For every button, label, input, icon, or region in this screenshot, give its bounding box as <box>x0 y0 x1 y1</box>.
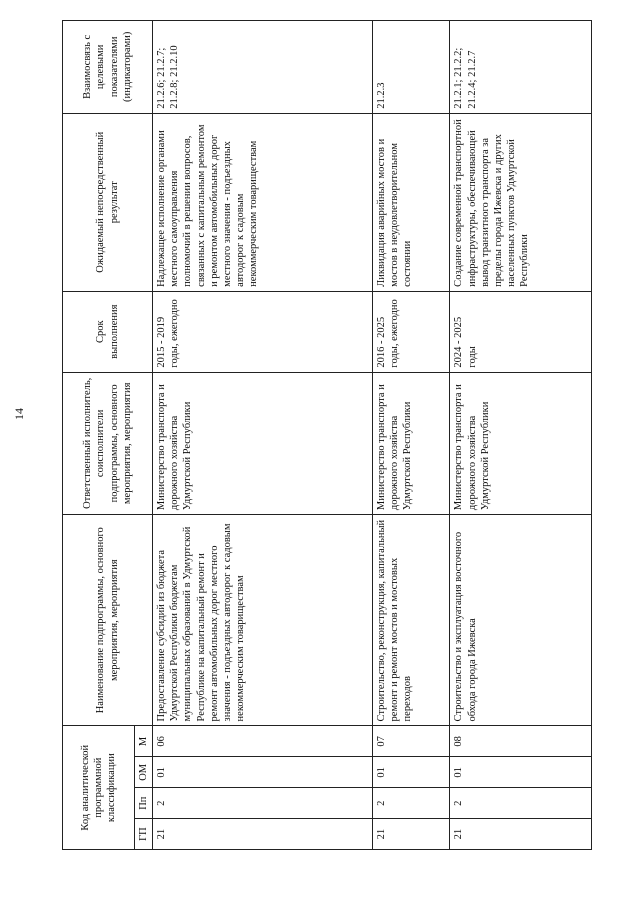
header-result: Ожидаемый непосредственный результат <box>63 113 153 291</box>
cell-om: 01 <box>372 757 450 788</box>
header-pp: Пп <box>135 788 153 819</box>
cell-link: 21.2.1; 21.2.2; 21.2.4; 21.2.7 <box>450 21 592 114</box>
cell-term: 2015 - 2019 годы, ежегодно <box>153 291 373 372</box>
cell-term: 2024 - 2025 годы <box>450 291 592 372</box>
header-term: Срок выполнения <box>63 291 153 372</box>
cell-responsible: Министерство транспорта и дорожного хозяйства Удмуртской Республики <box>153 372 373 515</box>
cell-pp: 2 <box>153 788 373 819</box>
table-row <box>372 21 450 850</box>
cell-m: 06 <box>153 726 373 757</box>
cell-name: Строительство и эксплуатация восточного обхода города Ижевска <box>450 515 592 726</box>
cell-gp: 21 <box>153 819 373 850</box>
program-table <box>62 20 592 850</box>
header-responsible: Ответственный исполнитель, соисполнители подпрограммы, основного мероприятия, мероприятия <box>63 372 153 515</box>
cell-name: Строительство, реконструкция, капитальный ремонт и ремонт мостов и мостовых переходов <box>372 515 450 726</box>
cell-m: 08 <box>450 726 592 757</box>
cell-link: 21.2.3 <box>372 21 450 114</box>
header-om: ОМ <box>135 757 153 788</box>
rotated-table-wrapper <box>62 20 592 850</box>
cell-pp: 2 <box>450 788 592 819</box>
page-number: 14 <box>12 408 26 420</box>
header-m: М <box>135 726 153 757</box>
cell-name: Предоставление субсидий из бюджета Удмуртской Республики бюджетам муниципальных образований в Удмуртской Республике на капитальный ремонт и ремонт автомобильных дорог местного значения - подъездных автодорог к садовым некоммерческим товариществам <box>153 515 373 726</box>
cell-result: Надлежащее исполнение органами местного самоуправления полномочий в решении вопросов, связанных с капитальным ремонтом и ремонтом автомобильных дорог местного значения - подъездных автодорог к садовым некоммерческим товариществам <box>153 113 373 291</box>
cell-gp: 21 <box>372 819 450 850</box>
cell-term: 2016 - 2025 годы, ежегодно <box>372 291 450 372</box>
header-name: Наименование подпрограммы, основного мероприятия, мероприятия <box>63 515 153 726</box>
cell-om: 01 <box>153 757 373 788</box>
cell-link: 21.2.6; 21.2.7; 21.2.8; 21.2.10 <box>153 21 373 114</box>
header-code-group: Код аналитической программной классификации <box>63 726 135 850</box>
table-row <box>450 21 592 850</box>
cell-responsible: Министерство транспорта и дорожного хозяйства Удмуртской Республики <box>450 372 592 515</box>
cell-gp: 21 <box>450 819 592 850</box>
cell-responsible: Министерство транспорта и дорожного хозяйства Удмуртской Республики <box>372 372 450 515</box>
cell-pp: 2 <box>372 788 450 819</box>
cell-m: 07 <box>372 726 450 757</box>
cell-om: 01 <box>450 757 592 788</box>
header-link: Взаимосвязь с целевыми показателями (индикаторами) <box>63 21 153 114</box>
header-gp: ГП <box>135 819 153 850</box>
cell-result: Создание современной транспортной инфраструктуры, обеспечивающей вывод транзитного транспорта за пределы города Ижевска и других населенных пунктов Удмуртской Республики <box>450 113 592 291</box>
cell-result: Ликвидация аварийных мостов и мостов в неудовлетворительном состоянии <box>372 113 450 291</box>
table-row <box>153 21 373 850</box>
